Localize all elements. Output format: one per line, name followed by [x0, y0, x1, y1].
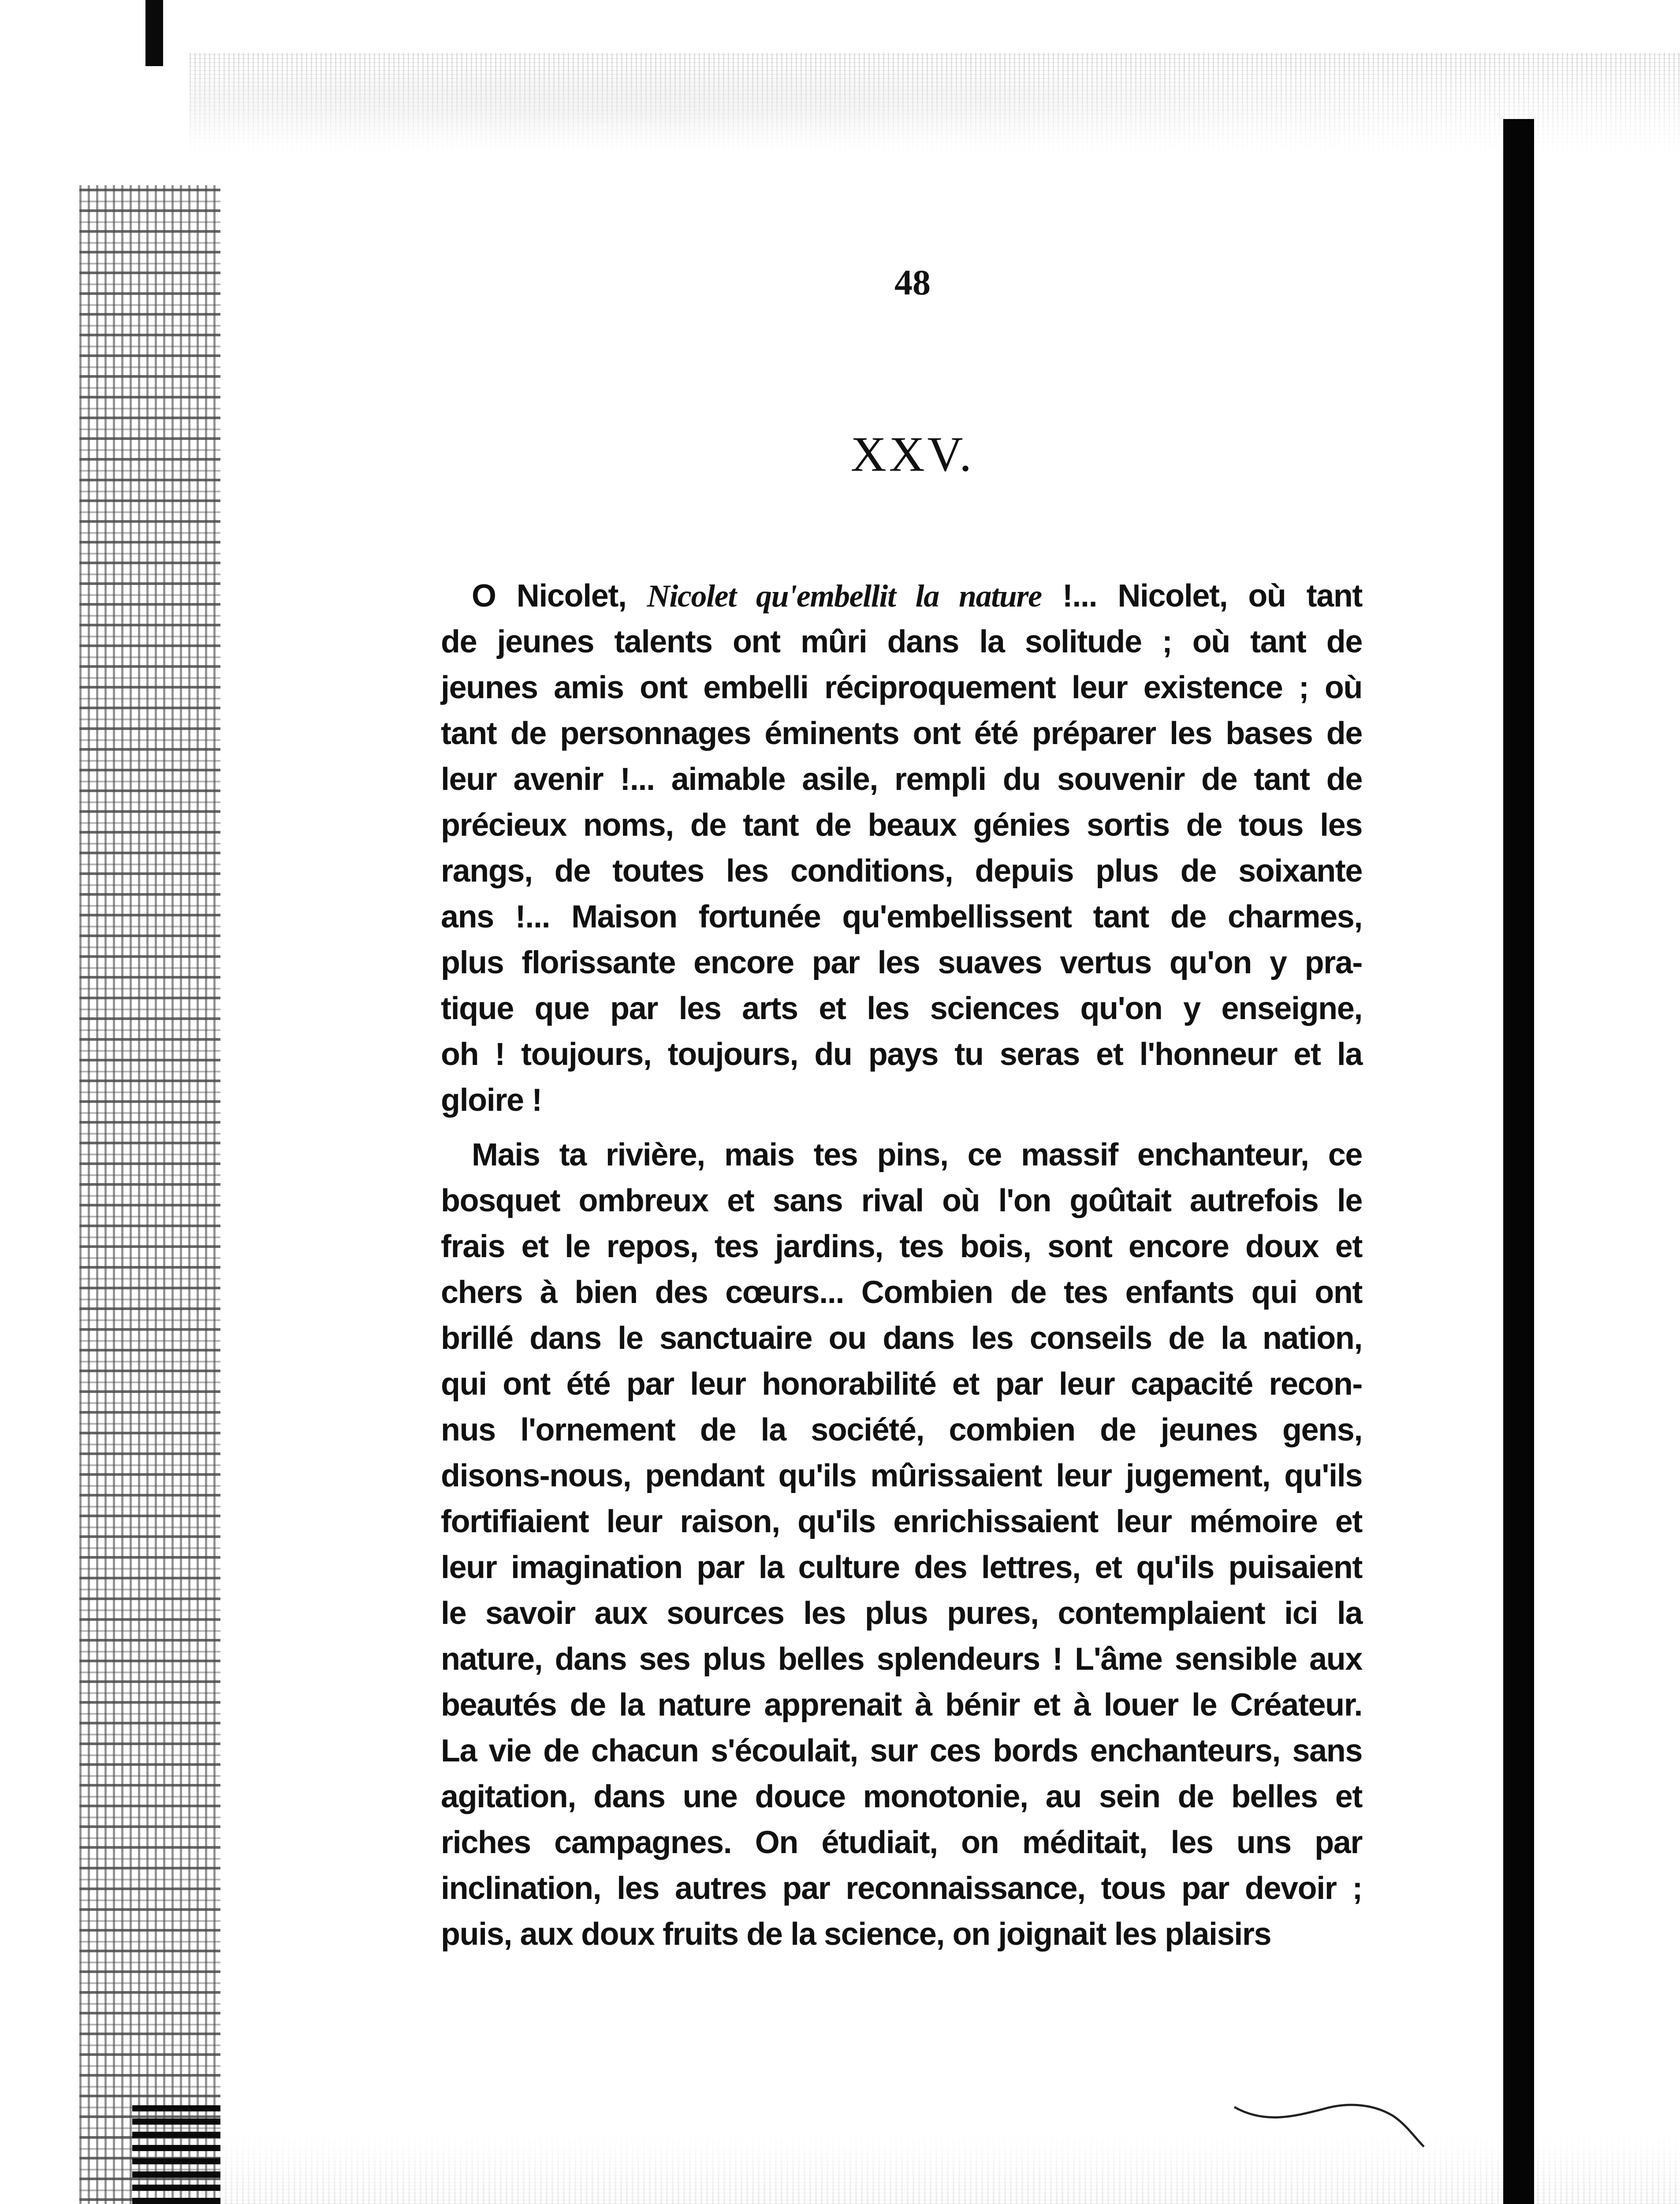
- text-line: précieux noms, de tant de beaux génies sortis de tous les: [441, 808, 1362, 843]
- text-line: chers à bien des cœurs... Combien de tes enfants qui ont: [441, 1275, 1362, 1310]
- text-line: tant de personnages éminents ont été préparer les bases de: [441, 716, 1362, 751]
- text-line: de jeunes talents ont mûri dans la solitude ; où tant de: [441, 624, 1362, 659]
- text-line: leur avenir !... aimable asile, rempli du souvenir de tant de: [441, 762, 1362, 797]
- text-line: La vie de chacun s'écoulait, sur ces bords enchanteurs, sans: [441, 1733, 1362, 1768]
- text-line: brillé dans le sanctuaire ou dans les conseils de la nation,: [441, 1321, 1362, 1356]
- text-line: disons-nous, pendant qu'ils mûrissaient leur jugement, qu'ils: [441, 1458, 1362, 1493]
- text-line: [441, 573, 1362, 619]
- text-line: le savoir aux sources les plus pures, contemplaient ici la: [441, 1596, 1362, 1631]
- text-line: plus florissante encore par les suaves vertus qu'on y pra-: [441, 945, 1362, 980]
- text-line: rangs, de toutes les conditions, depuis plus de soixante: [441, 853, 1362, 889]
- text-line: nature, dans ses plus belles splendeurs ! L'âme sensible aux: [441, 1642, 1362, 1677]
- text-line: nus l'ornement de la société, combien de jeunes gens,: [441, 1412, 1362, 1448]
- text-line: qui ont été par leur honorabilité et par leur capacité recon-: [441, 1366, 1362, 1402]
- text-line: gloire !: [441, 1083, 542, 1118]
- text-segment: O Nicolet,: [472, 578, 647, 614]
- body-text: [441, 573, 1362, 1957]
- page-number: 48: [894, 262, 931, 302]
- text-line: puis, aux doux fruits de la science, on joignait les plaisirs: [441, 1917, 1271, 1952]
- scan-noise-bottom: [168, 2133, 1680, 2204]
- scan-artifact-tab: [145, 0, 163, 66]
- text-line: ans !... Maison fortunée qu'embellissent tant de charmes,: [441, 899, 1362, 934]
- scan-noise-top: [190, 53, 1680, 154]
- text-line: oh ! toujours, toujours, du pays tu seras et l'honneur et la: [441, 1037, 1362, 1072]
- scan-noise-left-margin: [79, 185, 220, 2204]
- italic-quote: Nicolet qu'embellit la nature: [647, 578, 1042, 614]
- text-line: fortifiaient leur raison, qu'ils enrichissaient leur mémoire et: [441, 1504, 1362, 1539]
- text-line: frais et le repos, tes jardins, tes bois, sont encore doux et: [441, 1229, 1362, 1264]
- pen-stroke-mark: [1230, 2089, 1442, 2151]
- page-edge-shadow: [1503, 119, 1534, 2204]
- text-segment: !... Nicolet, où tant: [1041, 578, 1362, 614]
- text-line: bosquet ombreux et sans rival où l'on goûtait autrefois le: [441, 1183, 1362, 1218]
- chapter-heading: XXV.: [850, 427, 975, 482]
- text-line: agitation, dans une douce monotonie, au sein de belles et: [441, 1779, 1362, 1814]
- text-line: tique que par les arts et les sciences qu'on y enseigne,: [441, 991, 1362, 1026]
- text-line: jeunes amis ont embelli réciproquement leur existence ; où: [441, 670, 1362, 705]
- text-line: riches campagnes. On étudiait, on méditait, les uns par: [441, 1825, 1362, 1860]
- text-line: inclination, les autres par reconnaissance, tous par devoir ;: [441, 1871, 1362, 1906]
- text-line: Mais ta rivière, mais tes pins, ce massif enchanteur, ce: [472, 1137, 1362, 1173]
- text-line: leur imagination par la culture des lettres, et qu'ils puisaient: [441, 1550, 1362, 1585]
- text-line: beautés de la nature apprenait à bénir et à louer le Créateur.: [441, 1687, 1362, 1723]
